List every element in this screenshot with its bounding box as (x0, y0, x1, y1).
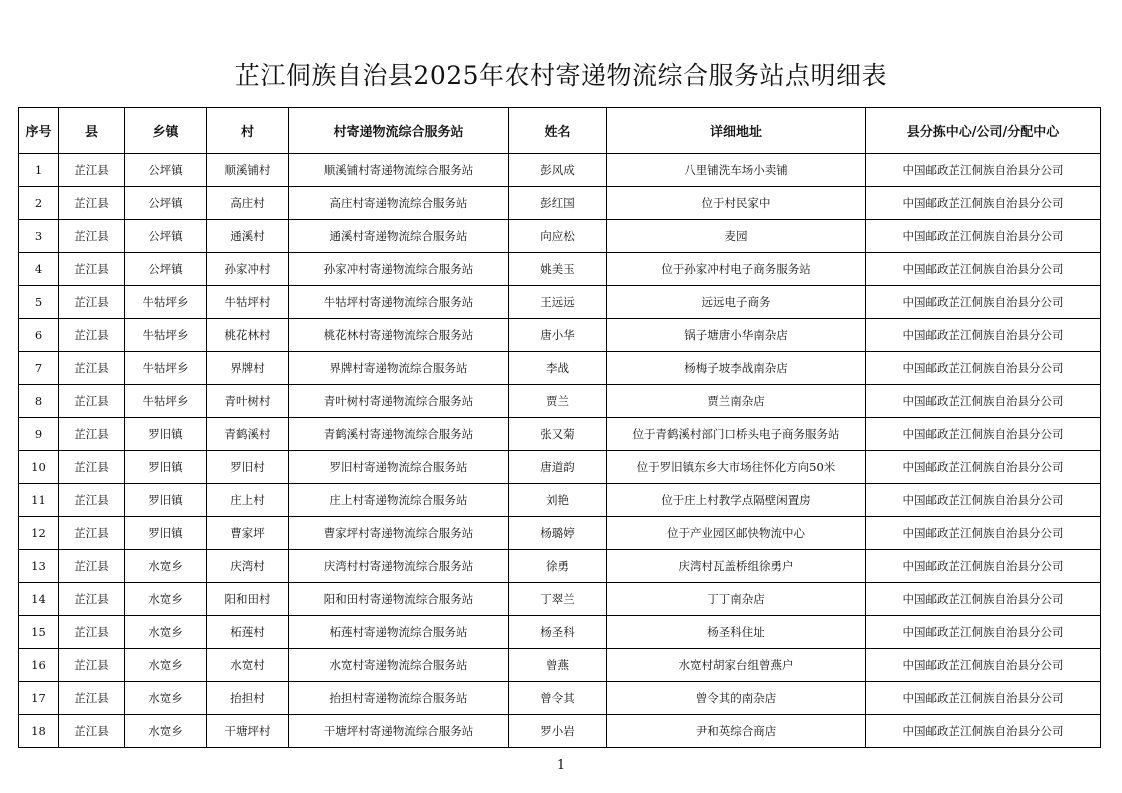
table-row (19, 484, 1101, 517)
cell-col-station: 青叶树村寄递物流综合服务站 (289, 385, 509, 418)
cell-col-index: 12 (19, 517, 59, 550)
cell-col-township: 公坪镇 (125, 253, 207, 286)
table-row (19, 715, 1101, 748)
cell-col-center: 中国邮政芷江侗族自治县分公司 (866, 187, 1101, 220)
cell-col-station: 庄上村寄递物流综合服务站 (289, 484, 509, 517)
cell-col-name: 曾令其 (509, 682, 607, 715)
header-col-address: 详细地址 (607, 108, 866, 154)
cell-col-name: 杨圣科 (509, 616, 607, 649)
table-row (19, 385, 1101, 418)
cell-col-village: 曹家坪 (207, 517, 289, 550)
cell-col-index: 1 (19, 154, 59, 187)
cell-col-township: 公坪镇 (125, 154, 207, 187)
cell-col-county: 芷江县 (59, 352, 125, 385)
cell-col-center: 中国邮政芷江侗族自治县分公司 (866, 451, 1101, 484)
cell-col-center: 中国邮政芷江侗族自治县分公司 (866, 286, 1101, 319)
cell-col-township: 水宽乡 (125, 682, 207, 715)
cell-col-township: 公坪镇 (125, 220, 207, 253)
cell-col-county: 芷江县 (59, 616, 125, 649)
header-col-station: 村寄递物流综合服务站 (289, 108, 509, 154)
cell-col-index: 3 (19, 220, 59, 253)
cell-col-county: 芷江县 (59, 550, 125, 583)
table-row (19, 583, 1101, 616)
cell-col-station: 高庄村寄递物流综合服务站 (289, 187, 509, 220)
cell-col-index: 18 (19, 715, 59, 748)
cell-col-station: 曹家坪村寄递物流综合服务站 (289, 517, 509, 550)
cell-col-address: 贾兰南杂店 (607, 385, 866, 418)
cell-col-address: 杨梅子坡李战南杂店 (607, 352, 866, 385)
cell-col-address: 远远电子商务 (607, 286, 866, 319)
cell-col-station: 阳和田村寄递物流综合服务站 (289, 583, 509, 616)
table-row (19, 352, 1101, 385)
cell-col-village: 庄上村 (207, 484, 289, 517)
cell-col-index: 15 (19, 616, 59, 649)
cell-col-center: 中国邮政芷江侗族自治县分公司 (866, 253, 1101, 286)
cell-col-station: 庆湾村村寄递物流综合服务站 (289, 550, 509, 583)
cell-col-township: 牛牯坪乡 (125, 352, 207, 385)
cell-col-county: 芷江县 (59, 583, 125, 616)
table-row (19, 649, 1101, 682)
cell-col-name: 彭红国 (509, 187, 607, 220)
cell-col-center: 中国邮政芷江侗族自治县分公司 (866, 517, 1101, 550)
table-row (19, 319, 1101, 352)
cell-col-index: 6 (19, 319, 59, 352)
cell-col-village: 高庄村 (207, 187, 289, 220)
cell-col-station: 罗旧村寄递物流综合服务站 (289, 451, 509, 484)
table-row (19, 616, 1101, 649)
cell-col-index: 10 (19, 451, 59, 484)
table-row (19, 517, 1101, 550)
cell-col-station: 通溪村寄递物流综合服务站 (289, 220, 509, 253)
station-table (18, 107, 1101, 748)
table-row (19, 253, 1101, 286)
cell-col-address: 水宽村胡家台组曾燕户 (607, 649, 866, 682)
cell-col-center: 中国邮政芷江侗族自治县分公司 (866, 385, 1101, 418)
cell-col-station: 水宽村寄递物流综合服务站 (289, 649, 509, 682)
cell-col-name: 曾燕 (509, 649, 607, 682)
cell-col-county: 芷江县 (59, 418, 125, 451)
cell-col-address: 位于庄上村教学点隔壁闲置房 (607, 484, 866, 517)
cell-col-name: 姚美玉 (509, 253, 607, 286)
table-row (19, 451, 1101, 484)
cell-col-station: 顺溪铺村寄递物流综合服务站 (289, 154, 509, 187)
cell-col-township: 水宽乡 (125, 715, 207, 748)
table-row (19, 154, 1101, 187)
cell-col-index: 13 (19, 550, 59, 583)
cell-col-name: 唐小华 (509, 319, 607, 352)
cell-col-name: 张又菊 (509, 418, 607, 451)
cell-col-center: 中国邮政芷江侗族自治县分公司 (866, 352, 1101, 385)
cell-col-center: 中国邮政芷江侗族自治县分公司 (866, 616, 1101, 649)
table-row (19, 286, 1101, 319)
cell-col-index: 7 (19, 352, 59, 385)
cell-col-index: 5 (19, 286, 59, 319)
cell-col-index: 4 (19, 253, 59, 286)
cell-col-index: 8 (19, 385, 59, 418)
cell-col-township: 水宽乡 (125, 649, 207, 682)
cell-col-name: 贾兰 (509, 385, 607, 418)
cell-col-township: 罗旧镇 (125, 517, 207, 550)
cell-col-center: 中国邮政芷江侗族自治县分公司 (866, 649, 1101, 682)
cell-col-address: 位于村民家中 (607, 187, 866, 220)
cell-col-name: 彭风成 (509, 154, 607, 187)
cell-col-county: 芷江县 (59, 286, 125, 319)
header-col-center: 县分拣中心/公司/分配中心 (866, 108, 1101, 154)
cell-col-center: 中国邮政芷江侗族自治县分公司 (866, 154, 1101, 187)
header-col-index: 序号 (19, 108, 59, 154)
table-row (19, 220, 1101, 253)
cell-col-village: 水宽村 (207, 649, 289, 682)
cell-col-index: 14 (19, 583, 59, 616)
cell-col-village: 顺溪铺村 (207, 154, 289, 187)
page-number: 1 (556, 758, 566, 773)
cell-col-township: 牛牯坪乡 (125, 319, 207, 352)
cell-col-village: 庆湾村 (207, 550, 289, 583)
cell-col-village: 通溪村 (207, 220, 289, 253)
cell-col-center: 中国邮政芷江侗族自治县分公司 (866, 715, 1101, 748)
cell-col-name: 罗小岩 (509, 715, 607, 748)
header-col-name: 姓名 (509, 108, 607, 154)
cell-col-county: 芷江县 (59, 319, 125, 352)
cell-col-station: 牛牯坪村寄递物流综合服务站 (289, 286, 509, 319)
cell-col-county: 芷江县 (59, 517, 125, 550)
cell-col-county: 芷江县 (59, 484, 125, 517)
cell-col-station: 柘莲村寄递物流综合服务站 (289, 616, 509, 649)
cell-col-center: 中国邮政芷江侗族自治县分公司 (866, 550, 1101, 583)
table-body (19, 154, 1101, 748)
cell-col-township: 罗旧镇 (125, 451, 207, 484)
header-col-county: 县 (59, 108, 125, 154)
cell-col-center: 中国邮政芷江侗族自治县分公司 (866, 583, 1101, 616)
cell-col-township: 水宽乡 (125, 550, 207, 583)
cell-col-name: 李战 (509, 352, 607, 385)
cell-col-village: 桃花林村 (207, 319, 289, 352)
cell-col-station: 抬担村寄递物流综合服务站 (289, 682, 509, 715)
cell-col-county: 芷江县 (59, 715, 125, 748)
table-row (19, 550, 1101, 583)
cell-col-village: 抬担村 (207, 682, 289, 715)
cell-col-index: 9 (19, 418, 59, 451)
table-header-row (19, 108, 1101, 154)
table-row (19, 418, 1101, 451)
table-row (19, 187, 1101, 220)
cell-col-county: 芷江县 (59, 154, 125, 187)
cell-col-name: 向应松 (509, 220, 607, 253)
cell-col-township: 公坪镇 (125, 187, 207, 220)
cell-col-station: 界牌村寄递物流综合服务站 (289, 352, 509, 385)
cell-col-center: 中国邮政芷江侗族自治县分公司 (866, 220, 1101, 253)
cell-col-address: 八里铺洗车场小卖铺 (607, 154, 866, 187)
cell-col-township: 牛牯坪乡 (125, 286, 207, 319)
cell-col-address: 位于产业园区邮快物流中心 (607, 517, 866, 550)
cell-col-county: 芷江县 (59, 187, 125, 220)
cell-col-address: 麦园 (607, 220, 866, 253)
cell-col-village: 青鹤溪村 (207, 418, 289, 451)
cell-col-station: 青鹤溪村寄递物流综合服务站 (289, 418, 509, 451)
cell-col-address: 锅子塘唐小华南杂店 (607, 319, 866, 352)
cell-col-center: 中国邮政芷江侗族自治县分公司 (866, 682, 1101, 715)
cell-col-township: 水宽乡 (125, 583, 207, 616)
cell-col-county: 芷江县 (59, 385, 125, 418)
cell-col-address: 丁丁南杂店 (607, 583, 866, 616)
cell-col-address: 庆湾村瓦盖桥组徐勇户 (607, 550, 866, 583)
cell-col-address: 尹和英综合商店 (607, 715, 866, 748)
cell-col-center: 中国邮政芷江侗族自治县分公司 (866, 418, 1101, 451)
cell-col-county: 芷江县 (59, 220, 125, 253)
cell-col-address: 曾令其的南杂店 (607, 682, 866, 715)
cell-col-township: 罗旧镇 (125, 418, 207, 451)
cell-col-index: 2 (19, 187, 59, 220)
cell-col-station: 干塘坪村寄递物流综合服务站 (289, 715, 509, 748)
cell-col-address: 位于罗旧镇东乡大市场往怀化方向50米 (607, 451, 866, 484)
cell-col-station: 孙家冲村寄递物流综合服务站 (289, 253, 509, 286)
cell-col-index: 16 (19, 649, 59, 682)
cell-col-village: 孙家冲村 (207, 253, 289, 286)
header-col-village: 村 (207, 108, 289, 154)
cell-col-village: 界牌村 (207, 352, 289, 385)
cell-col-address: 位于青鹤溪村部门口桥头电子商务服务站 (607, 418, 866, 451)
cell-col-name: 徐勇 (509, 550, 607, 583)
cell-col-township: 牛牯坪乡 (125, 385, 207, 418)
cell-col-county: 芷江县 (59, 649, 125, 682)
cell-col-name: 丁翠兰 (509, 583, 607, 616)
cell-col-name: 唐道韵 (509, 451, 607, 484)
cell-col-index: 17 (19, 682, 59, 715)
cell-col-station: 桃花林村寄递物流综合服务站 (289, 319, 509, 352)
cell-col-county: 芷江县 (59, 682, 125, 715)
cell-col-village: 牛牯坪村 (207, 286, 289, 319)
cell-col-address: 位于孙家冲村电子商务服务站 (607, 253, 866, 286)
cell-col-county: 芷江县 (59, 253, 125, 286)
header-col-township: 乡镇 (125, 108, 207, 154)
cell-col-village: 青叶树村 (207, 385, 289, 418)
document-title: 芷江侗族自治县2025年农村寄递物流综合服务站点明细表 (234, 61, 888, 90)
cell-col-index: 11 (19, 484, 59, 517)
cell-col-address: 杨圣科住址 (607, 616, 866, 649)
cell-col-name: 刘艳 (509, 484, 607, 517)
cell-col-village: 柘莲村 (207, 616, 289, 649)
cell-col-village: 干塘坪村 (207, 715, 289, 748)
table-row (19, 682, 1101, 715)
cell-col-center: 中国邮政芷江侗族自治县分公司 (866, 484, 1101, 517)
cell-col-name: 王远远 (509, 286, 607, 319)
cell-col-center: 中国邮政芷江侗族自治县分公司 (866, 319, 1101, 352)
cell-col-township: 水宽乡 (125, 616, 207, 649)
cell-col-village: 阳和田村 (207, 583, 289, 616)
cell-col-township: 罗旧镇 (125, 484, 207, 517)
cell-col-county: 芷江县 (59, 451, 125, 484)
cell-col-name: 杨璐婷 (509, 517, 607, 550)
cell-col-village: 罗旧村 (207, 451, 289, 484)
